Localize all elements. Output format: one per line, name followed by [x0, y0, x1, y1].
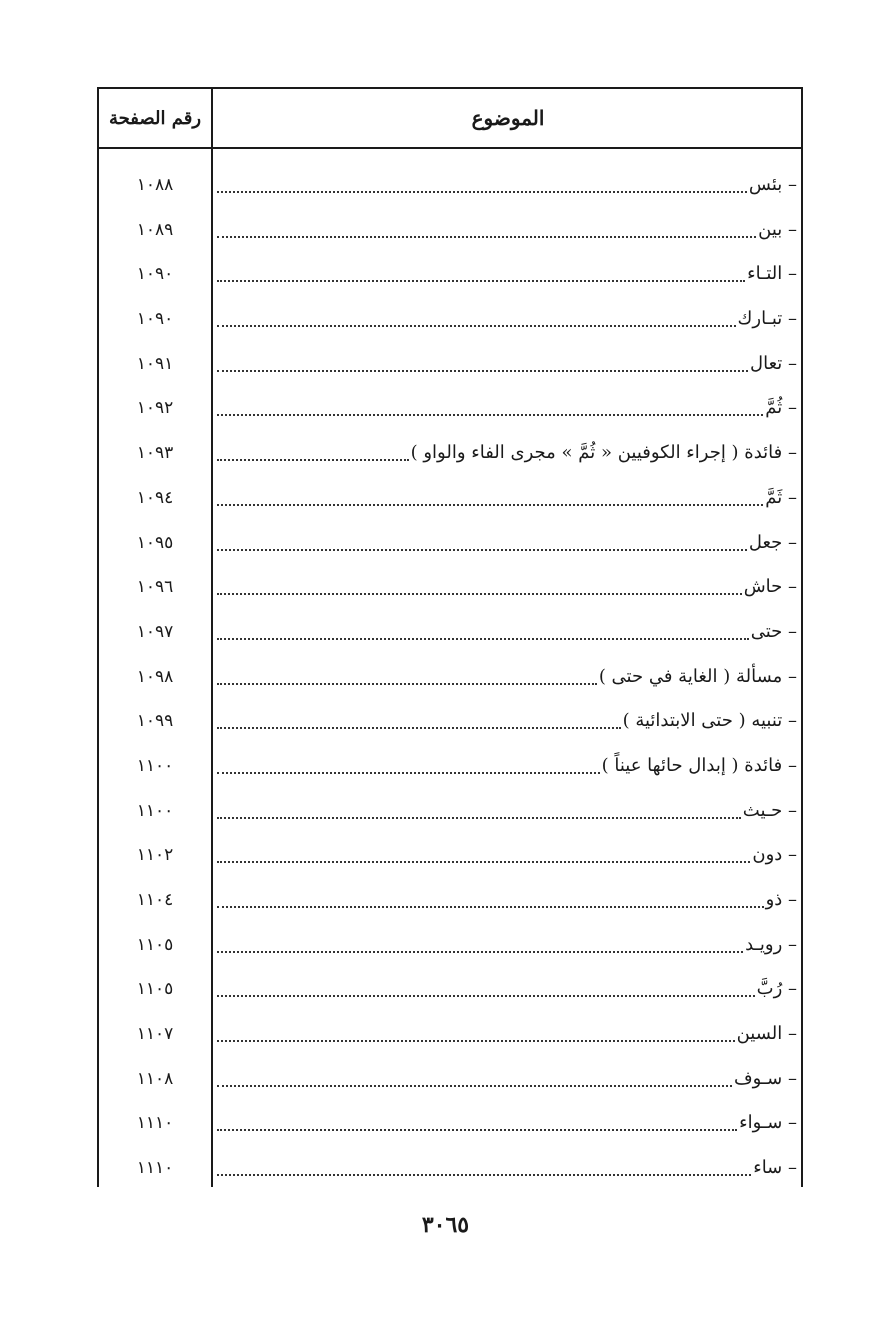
row-topic-cell	[217, 615, 797, 645]
index-row	[99, 473, 803, 518]
index-row	[99, 696, 803, 741]
page-number: ١٠٩٧	[136, 621, 174, 642]
index-row	[99, 205, 803, 250]
dot-leader	[217, 816, 741, 819]
topic-text: – دون	[752, 844, 797, 866]
page-number: ١٠٩٢	[136, 398, 174, 419]
row-topic-cell	[217, 660, 797, 690]
page-number: ١١٠٧	[136, 1024, 174, 1045]
dot-leader	[217, 324, 736, 327]
index-row	[99, 1143, 803, 1188]
topic-text: – بئس	[748, 174, 797, 195]
row-topic-cell	[217, 347, 797, 377]
row-topic-cell	[217, 1062, 797, 1092]
page-number: ١٠٩٦	[136, 577, 174, 598]
topic-text: – ساء	[753, 1157, 797, 1179]
topic-text: – جعل	[748, 531, 797, 553]
page-number: ١١٠٥	[136, 934, 174, 955]
dot-leader	[217, 637, 749, 640]
page-number: ١١٠٠	[136, 800, 174, 821]
row-topic-cell	[217, 928, 797, 958]
row-topic-cell	[217, 570, 797, 600]
dot-leader	[217, 458, 409, 461]
dot-leader	[217, 1084, 732, 1087]
row-topic-cell	[217, 526, 797, 556]
topic-text: – فائدة ( إبدال حائها عيناً )	[601, 754, 797, 776]
row-topic-cell	[217, 1151, 797, 1181]
page-number: ١١٠٥	[136, 979, 174, 1000]
page-number: ١١٠٤	[136, 890, 174, 910]
dot-leader	[217, 235, 756, 238]
page-number: ١١٠٨	[136, 1068, 174, 1089]
row-topic-cell	[217, 1106, 797, 1136]
row-topic-cell	[217, 257, 797, 287]
header-page-number: رقم الصفحة	[109, 107, 202, 129]
dot-leader	[217, 860, 750, 863]
topic-text: – ثُمَّ	[765, 397, 797, 419]
dot-leader	[217, 726, 621, 729]
row-topic-cell	[217, 481, 797, 511]
index-row	[99, 830, 803, 875]
dot-leader	[217, 905, 764, 908]
page-number: ١٠٩٩	[136, 711, 174, 732]
index-row	[99, 518, 803, 563]
row-topic-cell	[217, 168, 797, 198]
topic-text: – سـوف	[733, 1067, 797, 1089]
page-folio: ٣٠٦٥	[421, 1212, 470, 1238]
page-number: ١٠٩٠	[136, 264, 174, 285]
dot-leader	[217, 592, 742, 595]
topic-text: – حتى	[750, 620, 797, 642]
index-row	[99, 294, 803, 339]
dot-leader	[217, 1173, 751, 1176]
index-row	[99, 249, 803, 294]
row-topic-cell	[217, 972, 797, 1002]
index-row	[99, 339, 803, 384]
topic-text: – رويـد	[745, 933, 797, 955]
index-rows	[99, 160, 803, 1188]
row-topic-cell	[217, 749, 797, 779]
topic-text: – مسألة ( الغاية في حتى )	[598, 665, 797, 687]
page-number: ١٠٩١	[136, 353, 174, 374]
row-topic-cell	[217, 838, 797, 868]
index-row	[99, 1009, 803, 1054]
topic-text: – تعال	[750, 352, 797, 374]
page-number: ١٠٩٨	[136, 666, 174, 687]
dot-leader	[217, 279, 745, 282]
index-row	[99, 1054, 803, 1099]
page-number: ١٠٩٣	[136, 443, 174, 464]
row-topic-cell	[217, 794, 797, 824]
row-topic-cell	[217, 436, 797, 466]
dot-leader	[217, 503, 763, 506]
dot-leader	[217, 1039, 735, 1042]
header-topic: الموضوع	[471, 106, 545, 130]
page-number: ١١٠٠	[136, 755, 174, 776]
index-row	[99, 652, 803, 697]
row-topic-cell	[217, 302, 797, 332]
row-topic-cell	[217, 1017, 797, 1047]
index-row	[99, 920, 803, 965]
topic-text: – التـاء	[747, 263, 797, 285]
index-row	[99, 786, 803, 831]
row-topic-cell	[217, 391, 797, 421]
topic-text: – تنبيه ( حتى الابتدائية )	[622, 710, 797, 732]
index-row	[99, 1098, 803, 1143]
dot-leader	[217, 682, 597, 685]
topic-text: – السين	[736, 1023, 797, 1045]
topic-text: – ثَمَّ	[765, 486, 797, 508]
index-row	[99, 428, 803, 473]
topic-text: – رُبَّ	[756, 978, 797, 1000]
topic-text: – سـواء	[739, 1112, 797, 1134]
row-topic-cell	[217, 704, 797, 734]
page-number: ١١٠٢	[136, 845, 174, 866]
index-row	[99, 741, 803, 786]
index-row	[99, 607, 803, 652]
page-number: ١١١٠	[136, 1158, 174, 1179]
index-row	[99, 383, 803, 428]
dot-leader	[217, 548, 747, 551]
row-topic-cell	[217, 883, 797, 913]
dot-leader	[217, 190, 747, 193]
topic-text: – بين	[758, 218, 797, 240]
topic-text: – ذو	[765, 889, 797, 910]
page-number: ١٠٨٩	[136, 219, 174, 240]
index-row	[99, 562, 803, 607]
index-row	[99, 160, 803, 205]
topic-text: – حـيث	[742, 799, 797, 821]
dot-leader	[217, 771, 600, 774]
page-number: ١١١٠	[136, 1113, 174, 1134]
dot-leader	[217, 1128, 737, 1131]
dot-leader	[217, 950, 743, 953]
index-row	[99, 964, 803, 1009]
index-row	[99, 875, 803, 920]
dot-leader	[217, 369, 748, 372]
topic-text: – تبـارك	[737, 308, 797, 330]
page-number: ١٠٩٥	[136, 532, 174, 553]
dot-leader	[217, 994, 755, 997]
topic-text: – حاش	[743, 576, 797, 598]
row-topic-cell	[217, 213, 797, 243]
page-number: ١٠٩٤	[136, 487, 174, 508]
topic-text: – فائدة ( إجراء الكوفيين « ثُمَّ » مجرى الفاء والواو )	[410, 442, 797, 464]
dot-leader	[217, 413, 763, 416]
page-number: ١٠٩٠	[136, 309, 174, 330]
header-rule	[97, 147, 803, 149]
page-number: ١٠٨٨	[136, 175, 174, 195]
